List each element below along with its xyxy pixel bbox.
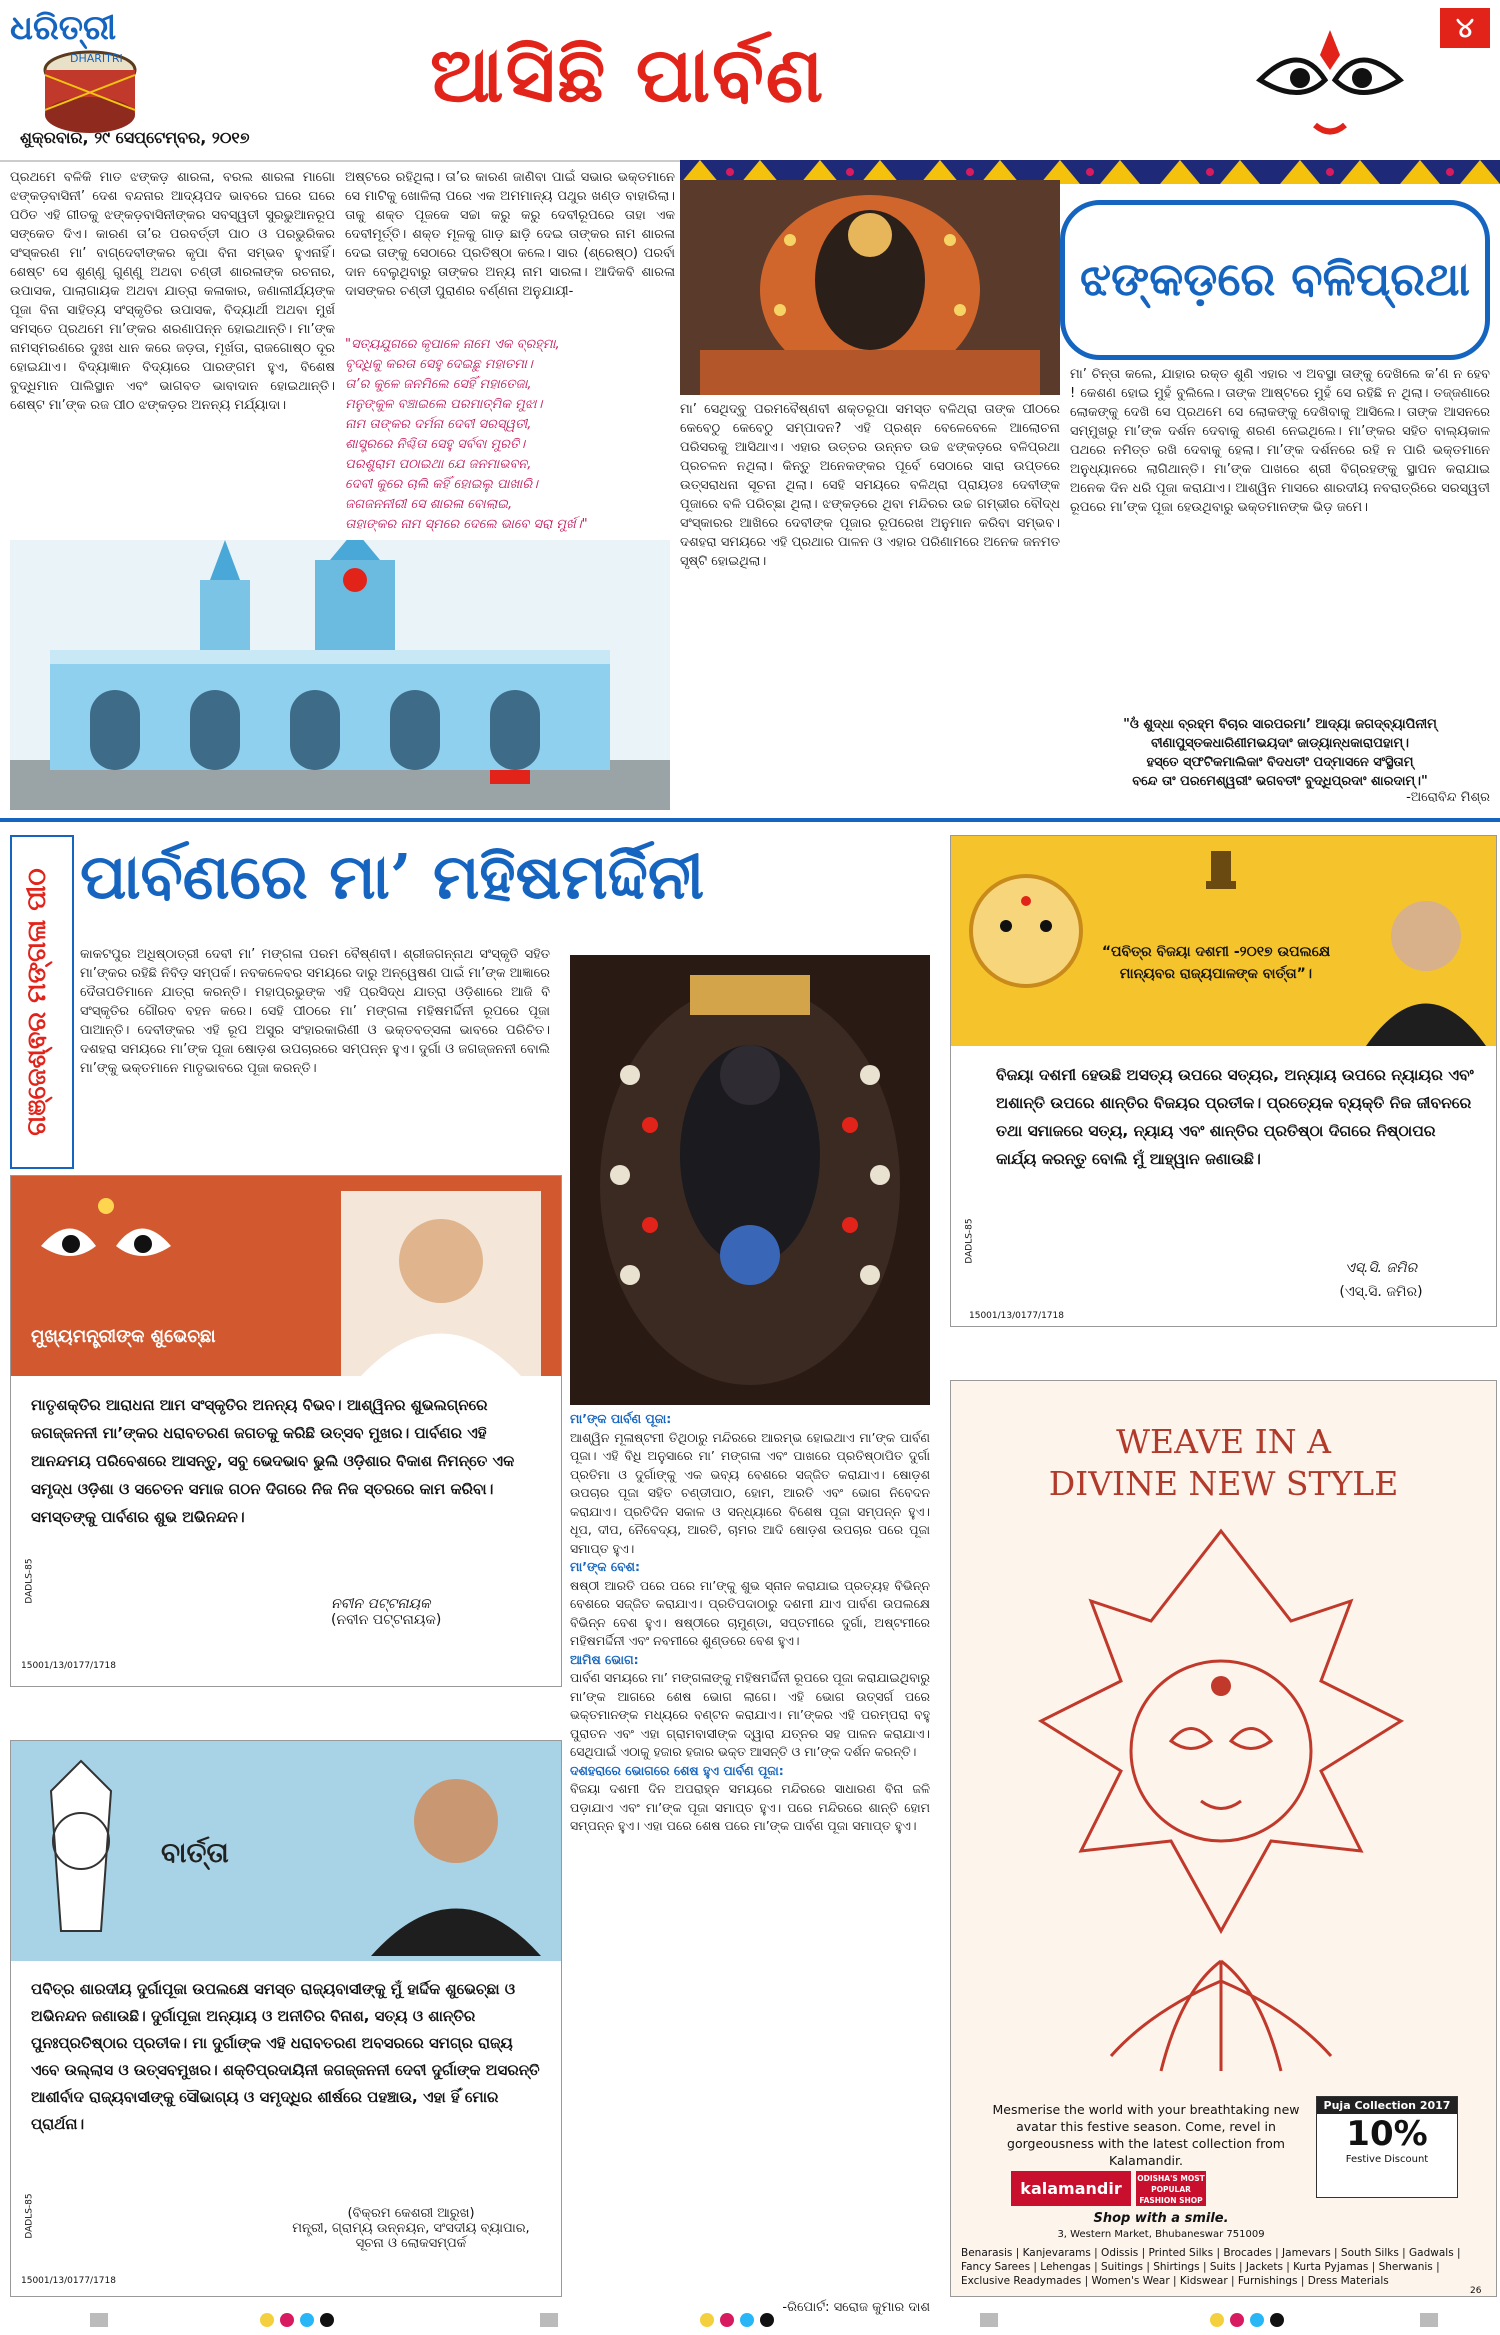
headline-box: [1060, 200, 1490, 360]
article-mantra: "ଓଁ ଶୁଦ୍ଧା ବ୍ରହ୍ମ ବିଚାର ସାରପରମା’ ଆଦ୍ୟା ଜଗଦ୍‌ବ୍ୟାପିନୀମ୍ ବୀଣାପୁସ୍ତକଧାରିଣୀମଭୟଦାଂ ଜାଡ୍ୟାନ୍ଧକାରାପହାମ୍। ହସ୍ତେ ସ୍ଫଟିକମାଲିକାଂ ବିଦଧତୀଂ ପଦ୍ମାସନେ ସଂସ୍ଥିତାମ୍ ବନ୍ଦେ ତାଂ ପରମେଶ୍ୱରୀଂ ଭଗବତୀଂ ବୁଦ୍ଧିପ୍ରଦାଂ ଶାରଦାମ୍।": [1123, 717, 1437, 789]
ad-dadls: DADLS-85: [964, 1218, 975, 1264]
dateline: ଶୁକ୍ରବାର, ୨୯ ସେପ୍ଟେମ୍ବର, ୨୦୧୭: [20, 128, 250, 147]
goddess-face-icon: [951, 836, 1101, 1046]
section-headline: ଝଙ୍କଡ଼ରେ ବଳିପ୍ରଥା: [1079, 252, 1471, 306]
ad-signature: [281, 2206, 541, 2251]
durga-line-art: [1021, 1511, 1426, 2091]
signer-title: ମନ୍ତ୍ରୀ, ଗ୍ରାମ୍ୟ ଉନ୍ନୟନ, ସଂସଦୀୟ ବ୍ୟାପାର, ସୂଚନା ଓ ଲୋକସମ୍ପର୍କ: [292, 2221, 530, 2251]
advertisement-chief-minister: [10, 1175, 562, 1687]
signature-text: ଏସ୍.ସି. ଜମିର: [1344, 1260, 1418, 1276]
offer-value: 10%: [1346, 2114, 1428, 2154]
article-column-3: ମା’ ସେଥିଦ୍ବୁ ପରମବୈଷ୍ଣବୀ ଶକ୍ତରୂପା ସମସ୍ତ ବଳିଥ୍ରା ତାଙ୍କ ପୀଠରେ କେବେଠୁ କେବେଠୁ ସମ୍ପାଦନ? ଏହି ପ୍ରଶ୍ନ ବେଳେବେଳେ ଆଲୋଚନା ପରିସରକୁ ଆସିଥାଏ। ଏହାର ଉତ୍ତର ଉନ୍ନତ ଉଚ୍ଚ ଝଙ୍କଡ଼ରେ ବଳିପ୍ରଥା ପ୍ରଚଳନ ନଥିଲା। କିନ୍ତୁ ଅନେକଙ୍କର ପୂର୍ବେ ସେଠାରେ ସାରା ଉପ୍ତରେ ଉତ୍ସରାଧନା ସୂଚନା ଥିଲା। ସେହି ସମୟରେ ବଳିଥ୍ରା ପ୍ରାୟତଃ ଦେବୀଙ୍କ ପୂଜାରେ ବଳି ପରିଚ୍ଛା ଥିଲା। ଝଙ୍କଡ଼ରେ ଥିବା ମନ୍ଦିରର ଉଚ୍ଚ ଗମ୍ଭୀର ବୌଦ୍ଧ ସଂସ୍କାରର ଆଖିରେ ଦେବୀଙ୍କ ପୂଜାର ରୂପରେଖ ଅନୁମାନ କରିବା ସମ୍ଭବ। ଦଶହରା ସମୟରେ ଏହି ପ୍ରଥାର ପାଳନ ଓ ଏହାର ପରିଣାମରେ ଅନେକ ଜନମତ ସୃଷ୍ଟି ହୋଇଥିଲା।: [680, 402, 1060, 569]
registration-dot: [760, 2313, 774, 2327]
goddess-face-icon: [1240, 10, 1420, 150]
article-column-2: ଅଷ୍ଟରେ ରହିଥିଲା। ତା’ର କାରଣ ଜାଣିବା ପାଇଁ ସଭାର ଭକ୍ତମାନେ ସେ ମାଟିକୁ ଖୋଳିଲା ପରେ ଏକ ଅମମାନ୍ୟ ପଥୁର ଖଣ୍ଡ ବାହାରିଲା। ତାକୁ ଶକ୍ତ ପୂଜକେ ସଚ୍ଚା କରୁ କରୁ ଦେବୀରୂପରେ ତାହା ଏକ ଦେବୀମୂର୍ତ୍ତି। ଶକ୍ତ ମୂଳକୁ ଗାଡ଼ ଛାଡ଼ି ଦେଇ ତାଙ୍କର ନାମ ଶାରଳା ଦେଇ ତାଙ୍କୁ ସେଠାରେ ପ୍ରତିଷ୍ଠା କଲେ। ସାର (ଶ୍ରେଷ୍ଠ) ପରର୍ବା ଦାନ ବେଲୁଥିବାରୁ ତାଙ୍କର ଅନ୍ୟ ନାମ ସାରଳା। ଆଦିକବି ଶାରଳା ଦାସଙ୍କର ଚଣ୍ଡୀ ପୁରାଣର ବର୍ଣ୍ଣନା ଅନୁଯାୟୀ-: [345, 170, 675, 299]
section-headline: ପାର୍ବଣରେ ମା’ ମହିଷମର୍ଦ୍ଦିନୀ: [80, 840, 705, 913]
article-body: କାକଟପୁର ଅଧିଷ୍ଠାତ୍ରୀ ଦେବୀ ମା’ ମଙ୍ଗଳା ପରମ ବୈଷ୍ଣବୀ। ଶ୍ରୀଜଗନ୍ନାଥ ସଂସ୍କୃତି ସହିତ ମା’ଙ୍କର ରହିଛି ନିବିଡ଼ ସମ୍ପର୍କ। ନବକଳେବର ସମୟରେ ଦାରୁ ଅନ୍ୱେଷଣ ପାଇଁ ମା’ଙ୍କ ଆଜ୍ଞାରେ ଦୈତାପତିମାନେ ଯାତ୍ରା କରନ୍ତି। ମହାପ୍ରଭୁଙ୍କ ଏହି ପ୍ରସିଦ୍ଧ ଯାତ୍ରା ଓଡ଼ିଶାରେ ଆଜି ବି ସଂସ୍କୃତିର ଗୌରବ ବହନ କରେ। ସେହି ପୀଠରେ ମା’ ମଙ୍ଗଳା ମହିଷମର୍ଦ୍ଦିନୀ ରୂପରେ ପୂଜା ପାଆନ୍ତି। ଦେବୀଙ୍କର ଏହି ରୂପ ଅସୁର ସଂହାରକାରିଣୀ ଓ ଭକ୍ତବତ୍ସଳା ଭାବରେ ପରିଚିତ। ଦଶହରା ସମୟରେ ମା’ଙ୍କ ପୂଜା ଷୋଡ଼ଶ ଉପଚାରରେ ସମ୍ପନ୍ନ ହୁଏ। ଦୁର୍ଗା ଓ ଜଗଜ୍ଜନନୀ ବୋଲି ମା’ଙ୍କୁ ଭକ୍ତମାନେ ମାତୃଭାବରେ ପୂଜା କରନ୍ତି।: [80, 947, 550, 1076]
paragraph-dussehra: ବିଜୟା ଦଶମୀ ଦିନ ଅପରାହ୍ନ ସମୟରେ ମନ୍ଦିରରେ ସାଧାରଣ ବିନା ଜଳି ପଡ଼ାଯାଏ ଏବଂ ମା’ଙ୍କ ପୂଜା ସମାପ୍ତ ହୁଏ। ପରେ ମନ୍ଦିରରେ ଶାନ୍ତି ହୋମ ସମ୍ପନ୍ନ ହୁଏ। ଏହା ପରେ ଶେଷ ପରେ ମା’ଙ୍କ ପାର୍ବଣ ପୂଜା ସମାପ୍ତ ହୁଏ।: [570, 1781, 930, 1833]
registration-dot: [1270, 2313, 1284, 2327]
masthead-subtitle: DHARITRI: [70, 52, 123, 65]
page-code: 26: [1470, 2286, 1482, 2296]
ad-body: ବିଜୟା ଦଶମୀ ହେଉଛି ଅସତ୍ୟ ଉପରେ ସତ୍ୟର, ଅନ୍ୟାୟ ଉପରେ ନ୍ୟାୟର ଏବଂ ଅଶାନ୍ତି ଉପରେ ଶାନ୍ତିର ବିଜୟର ପ୍ରତୀକ। ପ୍ରତ୍ୟେକ ବ୍ୟକ୍ତି ନିଜ ଜୀବନରେ ତଥା ସମାଜରେ ସତ୍ୟ, ନ୍ୟାୟ ଏବଂ ଶାନ୍ତିର ପ୍ରତିଷ୍ଠା ଦିଗରେ ନିଷ୍ଠାପର କାର୍ଯ୍ୟ କରନ୍ତୁ ବୋଲି ମୁଁ ଆହ୍ୱାନ ଜଣାଉଛି।: [996, 1066, 1474, 1168]
product-categories: Benarasis | Kanjevarams | Odissis | Printed Silks | Brocades | Jamevars | South Silks | Gadwals | Fancy Sarees | Lehengas | Suitings | Shirtings | Suits | Jackets | Kurta Pyjamas | Sherwanis | Exclusive Readymades | Women's Wear | Kidswear | Furnishings | Dress Materials: [961, 2247, 1461, 2287]
subhead-bhoga: ଆମିଷ ଭୋଗ:: [570, 1651, 639, 1667]
article-column-4: ମା’ ଚିନ୍ତା କଲେ, ଯାହାର ରକ୍ତ ଶୁଣି ଏହାର ଏ ଅବସ୍ଥା ତାଙ୍କୁ ଦେଖିଲେ କ’ଣ ନ ହେବ ! କେଶଣ ହୋଇ ମୁହଁ ବୁଲିଲେ। ତାଙ୍କ ଆଷ୍ଟରେ ମୁହଁ ସେ ରହିଛି ନ ଥିଲା। ତଜ୍ଜଣାରେ ଲୋକଙ୍କୁ ଦେଖି ସେ ପ୍ରଥମେ ସେ ଲୋକଙ୍କୁ ଦେଖିବାକୁ ଆସିଲେ। ତାଙ୍କ ଆସନରେ ସମ୍ମୁଖରୁ ମା’ଙ୍କ ଦର୍ଶନ ଦେବାକୁ ଶରଣ ନେଇଥିଲେ। ମା’ଙ୍କର ସହିତ ବାଲ୍ୟକାଳ ପଥରେ ନମିତ୍ତ ରଖି ଦେବାକୁ ହେଲା। ମା’ଙ୍କ ଦର୍ଶନରେ ରହି ନ ପାରି ଭକ୍ତମାନେ ଅନୁଧ୍ୟାନରେ ଲାଗିଥାନ୍ତି। ମା’ଙ୍କ ପାଖରେ ଶ୍ରୀ ବିଗ୍ରହଙ୍କୁ ସ୍ଥାପନ କରାଯାଇ ଅନେକ ଦିନ ଧରି ପୂଜା କରାଯାଏ। ଆଶ୍ୱିନ ମାସରେ ଶାରଦୀୟ ନବରାତ୍ରିରେ ସରସ୍ୱତୀ ରୂପରେ ମା’ଙ୍କ ପୂଜା ହେଉଥିବାରୁ ଭକ୍ତମାନଙ୍କ ଭିଡ଼ ଜମେ।: [1070, 367, 1490, 515]
registration-square: [1420, 2313, 1438, 2327]
ad-label: ବାର୍ତ୍ତା: [161, 1836, 229, 1869]
registration-dot: [1250, 2313, 1264, 2327]
article-body-2: [570, 1410, 930, 2300]
deity-photo: [680, 180, 1060, 395]
offer-title: Puja Collection 2017: [1317, 2097, 1457, 2114]
ad-banner: [951, 836, 1496, 1046]
chief-minister-portrait: [341, 1191, 541, 1376]
durga-eyes-icon: [31, 1186, 181, 1316]
temple-photo: [10, 540, 670, 810]
ad-signature: [1281, 1256, 1481, 1304]
page-title: ଆସିଛି ପାର୍ବଣ: [430, 30, 826, 119]
registration-dot: [1230, 2313, 1244, 2327]
shop-line: Shop with a smile.: [1093, 2211, 1229, 2226]
subhead-dussehra: ଦଶହରାରେ ଭୋଗରେ ଶେଷ ହୁଏ ପାର୍ବଣ ପୂଜା:: [570, 1762, 784, 1778]
shop-address: 3, Western Market, Bhubaneswar 751009: [1057, 2229, 1265, 2240]
offer-label: Festive Discount: [1345, 2154, 1429, 2165]
article-column-1: ପ୍ରଥମେ ବଳିକି ମାତ ଝଙ୍କଡ଼ ଶାରଳା, ବରଲ ଶାରଳା ମାଗୋ ଝଙ୍କଡ଼ବାସିନୀ’ ଦେଶ ବନ୍ଦନାର ଆଦ୍ୟପଦ ଭାବରେ ଘରେ ଘରେ ପଠିତ ଏହି ଗୀତକୁ ଝଙ୍କଡ଼ବାସିନୀଙ୍କର ସବସ୍ୱତୀ ସୁରଭୁଆନରୂପ ସଙ୍କେତ ଦିଏ। କାରଣ ତା’ର ପରବର୍ତ୍ତୀ ପାଠ ଓ ପରଭୁରିକର ସଂସ୍କରଣ ମା’ ବାଗ୍‌ଦେବୀଙ୍କର କୃପା ବିନା ସମ୍ଭବ ହୁଏନାହିଁ। ଶେଷ୍ଟ ସେ ଶୁଣ୍ଣୁ ଗୁଣ୍ଣୁ ଅଥବା ଚଣ୍ଡୀ ଶାରଳାଙ୍କ ରଚନାର, ଉପାସକ, ପାଲାଗାୟକ ଅଥବା ଯାତ୍ରା କଳାକାର, ଜଣାଲୀର୍ଯ୍ୟଙ୍କ ପୂଜା ବିନା ସାହିତ୍ୟ ସଂସ୍କୃତିର ଉପାସକ, ବିଦ୍ୟାର୍ଥୀ ଅଥବା ମୁର୍ଖ ସମସ୍ତେ ପ୍ରଥମେ ମା’ଙ୍କର ଶରଣାପନ୍ନ ହୋଇଥାନ୍ତି। ମା’ଙ୍କ ନାମସ୍ମରଣରେ ଦୁଃଖ ଧାନ କରେ ଜଡ଼ତା, ମୂର୍ଖତା, ରାଜଗୋଷ୍ଠ ଦୂର ହୋଇଯାଏ। ବିଦ୍ୟାଜ୍ଞାନ ବିଦ୍ୟାରେ ପାରଙ୍ଗମ ହୁଏ, ବିଶେଷ ବୁଦ୍ଧିମାନ ପାଲିସ୍ଥାନ ଏବଂ ଭାଗବତ ଭାବାଦାନ ହୋଇଥାନ୍ତି। ଶେଷ୍ଟ ମା’ଙ୍କ ରଜ ପୀଠ ଝଙ୍କଡ଼ର ଅନନ୍ୟ ମର୍ଯ୍ୟାଦା।: [10, 170, 335, 413]
ad-banner: [11, 1176, 561, 1376]
page-number: ୪: [1440, 8, 1490, 48]
signer-name: (ଏସ୍.ସି. ଜମିର): [1339, 1284, 1423, 1300]
registration-dot: [280, 2313, 294, 2327]
ad-quote: “ପବିତ୍ର ବିଜୟା ଦଶମୀ -୨୦୧୭ ଉପଲକ୍ଷେ ମାନ୍ୟବର ରାଜ୍ୟପାଳଙ୍କ ବାର୍ତ୍ତା”।: [1101, 944, 1331, 982]
durga-face-icon: [21, 1751, 141, 1951]
section-divider: [0, 818, 1500, 822]
advertisement-governor: [950, 835, 1497, 1327]
minister-portrait: [361, 1751, 551, 1956]
article-byline: -ଅରୋବିନ୍ଦ ମିଶ୍ର: [1406, 790, 1490, 805]
masthead-logo: ଧରିତ୍ରୀ: [10, 8, 117, 48]
subhead-besha: ମା’ଙ୍କ ବେଶ:: [570, 1559, 640, 1574]
registration-dot: [320, 2313, 334, 2327]
registration-dot: [1210, 2313, 1224, 2327]
vertical-label-box: [10, 835, 74, 1169]
registration-dot: [260, 2313, 274, 2327]
article-byline: -ରିପୋର୍ଟ: ସରୋଜ କୁମାର ଦାଶ: [782, 2300, 930, 2315]
registration-square: [90, 2313, 108, 2327]
ad-code: 15001/13/0177/1718: [969, 1311, 1064, 1321]
ad-banner: [11, 1741, 561, 1961]
article-poem: "ସତ୍ୟଯୁଗରେ କୃପାଳେ ନାମେ ଏକ ବ୍ରହ୍ମା, ବୃଦ୍ଧିକୁ କରତା ସେହୁ ଦେଇଛୁ ମହାତମା। ତା’ର କୁଳେ ଜନମିଲେ ସେହିଁ ମହାତେଜା, ମନୁଙ୍କୁଳ ବଞ୍ଚାଇଲେ ପରମାତ୍ମିକ ମୁଝା। ନାମ ତାଙ୍କର ଦର୍ମନା ଦେବୀ ସରସ୍ୱତୀ, ଶାସ୍ତ୍ରରେ ନିଶ୍ଚିତା ସେହୁ ସର୍ବବା ମୁରତି। ପରଶୁରାମ ପଠାଇଥା ଯେ ଜନମାଭବନ, ଦେବୀ କୁରେ ଚାଲି କହିଁ ହୋଇଲୁ ପାଖାରି। ଜଗଜନନୀରୀ ସେ ଶାରଳା ବୋଲାଇ, ତାହାଙ୍କର ନାମ ସ୍ମରେ ଦେଲେ ଭାବେ ସରା ମୁର୍ଖ।": [345, 337, 588, 532]
ad-tagline: Mesmerise the world with your breathtaking new avatar this festive season. Come, revel in gorgeousness with the latest collection from Kalamandir.: [992, 2102, 1300, 2168]
vertical-label: ଗଞ୍ଜେଶ୍ଵର ମଙ୍ଗଳା ପୀଠ: [22, 868, 52, 1136]
signature-text: ନବୀନ ପଟ୍ଟନାୟକ: [331, 1596, 431, 1612]
ad-code: 15001/13/0177/1718: [21, 1661, 116, 1671]
logo-tagline: ODISHA'S MOST POPULAR FASHION SHOP: [1136, 2171, 1206, 2206]
emblem-icon: [1201, 846, 1241, 896]
paragraph-besha: ଷଷ୍ଠୀ ଆରତି ପରେ ପରେ ମା’ଙ୍କୁ ଶୁଭ ସ୍ନାନ କରାଯାଇ ପ୍ରତ୍ୟହ ବିଭିନ୍ନ ବେଶରେ ସଜ୍ଜିତ କରାଯାଏ। ପ୍ରତିପଦାଠାରୁ ଦଶମୀ ଯାଏ ପାର୍ବଣ ଉପଲକ୍ଷେ ବିଭିନ୍ନ ବେଶ ହୁଏ। ଷଷ୍ଠୀରେ ଚାମୁଣ୍ଡା, ସପ୍ତମୀରେ ଦୁର୍ଗା, ଅଷ୍ଟମୀରେ ମହିଷମର୍ଦ୍ଦିନୀ ଏବଂ ନବମୀରେ ଶୁଣ୍ଡରେ ବେଶ ହୁଏ।: [570, 1577, 930, 1648]
ad-dadls: DADLS-85: [24, 2193, 35, 2239]
subhead-puja: ମା’ଙ୍କ ପାର୍ବଣ ପୂଜା:: [570, 1411, 672, 1426]
paragraph-puja: ଆଶ୍ୱିନ ମୂଳାଷ୍ଟମୀ ତିଥିଠାରୁ ମନ୍ଦିରରେ ଆରମ୍ଭ ହୋଇଥାଏ ମା’ଙ୍କ ପାର୍ବଣ ପୂଜା। ଏହି ବିଧି ଅନୁସାରେ ମା’ ମଙ୍ଗଳା ଏବଂ ପାଖରେ ପ୍ରତିଷ୍ଠାପିତ ଦୁର୍ଗା ପ୍ରତିମା ଓ ଦୁର୍ଗାଙ୍କୁ ଏକ ଭବ୍ୟ ବେଶରେ ସଜ୍ଜିତ କରାଯାଏ। ଷୋଡ଼ଶ ଉପଚାର ପୂଜା ସହିତ ଚଣ୍ଡୀପାଠ, ହୋମ, ଆରତି ଏବଂ ଭୋଗ ନିବେଦନ କରାଯାଏ। ପ୍ରତିଦିନ ସକାଳ ଓ ସନ୍ଧ୍ୟାରେ ବିଶେଷ ପୂଜା ସମ୍ପନ୍ନ ହୁଏ। ଧୂପ, ଦୀପ, ନୈବେଦ୍ୟ, ଆରତି, ଚାମର ଆଦି ଷୋଡ଼ଶ ଉପଚାର ପରେ ପୂଜା ସମାପ୍ତ ହୁଏ।: [570, 1429, 930, 1556]
ad-body: ପବିତ୍ର ଶାରଦୀୟ ଦୁର୍ଗାପୂଜା ଉପଲକ୍ଷେ ସମସ୍ତ ରାଜ୍ୟବାସୀଙ୍କୁ ମୁଁ ହାର୍ଦ୍ଦିକ ଶୁଭେଚ୍ଛା ଓ ଅଭିନନ୍ଦନ ଜଣାଉଛି। ଦୁର୍ଗାପୂଜା ଅନ୍ୟାୟ ଓ ଅନୀତିର ବିନାଶ, ସତ୍ୟ ଓ ଶାନ୍ତିର ପୁନଃପ୍ରତିଷ୍ଠାର ପ୍ରତୀକ। ମା ଦୁର୍ଗାଙ୍କ ଏହି ଧରାବତରଣ ଅବସରରେ ସମଗ୍ର ରାଜ୍ୟ ଏବେ ଉଲ୍ଲାସ ଓ ଉତ୍ସବମୁଖର। ଶକ୍ତିପ୍ରଦାୟିନୀ ଜଗଜ୍ଜନନୀ ଦେବୀ ଦୁର୍ଗାଙ୍କ ଅସରନ୍ତି ଆଶୀର୍ବାଦ ରାଜ୍ୟବାସୀଙ୍କୁ ସୌଭାଗ୍ୟ ଓ ସମୃଦ୍ଧିର ଶୀର୍ଷରେ ପହଞ୍ଚାଉ, ଏହା ହିଁ ମୋର ପ୍ରାର୍ଥନା।: [31, 1980, 540, 2133]
ad-body: ମାତୃଶକ୍ତିର ଆରାଧନା ଆମ ସଂସ୍କୃତିର ଅନନ୍ୟ ବିଭବ। ଆଶ୍ୱିନର ଶୁଭଲଗ୍ନରେ ଜଗଜ୍ଜନନୀ ମା’ଙ୍କର ଧରାବତରଣ ଜଗତକୁ କରିଛି ଉତ୍ସବ ମୁଖର। ପାର୍ବଣର ଏହି ଆନନ୍ଦମୟ ପରିବେଶରେ ଆସନ୍ତୁ, ସବୁ ଭେଦଭାବ ଭୁଲି ଓଡ଼ିଶାର ବିକାଶ ନିମନ୍ତେ ଏକ ସମୃଦ୍ଧ ଓଡ଼ିଶା ଓ ସଚେତନ ସମାଜ ଗଠନ ଦିଗରେ ନିଜ ନିଜ ସ୍ତରରେ କାମ କରିବା। ସମସ୍ତଙ୍କୁ ପାର୍ବଣର ଶୁଭ ଅଭିନନ୍ଦନ।: [31, 1396, 515, 1526]
ad-label: ମୁଖ୍ୟମନ୍ତ୍ରୀଙ୍କ ଶୁଭେଚ୍ଛା: [31, 1326, 216, 1347]
advertisement-kalamandir: [950, 1380, 1497, 2297]
registration-square: [540, 2313, 558, 2327]
kalamandir-logo: kalamandir: [1011, 2171, 1131, 2206]
ad-signature: [331, 1596, 441, 1628]
registration-dot: [700, 2313, 714, 2327]
ad-dadls: DADLS-85: [24, 1558, 35, 1604]
deity-mahishamardini-photo: [570, 955, 930, 1405]
page-header: [0, 0, 1500, 162]
offer-box: [1316, 2096, 1458, 2198]
ad-title: WEAVE IN A DIVINE NEW STYLE: [1048, 1422, 1399, 1503]
ad-code: 15001/13/0177/1718: [21, 2276, 116, 2286]
governor-portrait: [1361, 876, 1491, 1046]
registration-dot: [740, 2313, 754, 2327]
paragraph-bhoga: ପାର୍ବଣ ସମୟରେ ମା’ ମଙ୍ଗଳାଙ୍କୁ ମହିଷମର୍ଦ୍ଦିନୀ ରୂପରେ ପୂଜା କରାଯାଇଥିବାରୁ ମା’ଙ୍କ ଆଗରେ ଶେଷ ଭୋଗ ଲାଗେ। ଏହି ଭୋଗ ଉତ୍ସର୍ଗ ପରେ ଭକ୍ତମାନଙ୍କ ମଧ୍ୟରେ ବଣ୍ଟନ କରାଯାଏ। ମା’ଙ୍କର ଏହି ପରମ୍ପରା ବହୁ ପୁରାତନ ଏବଂ ଏହା ଗ୍ରାମବାସୀଙ୍କ ଦ୍ୱାରା ଯତ୍ନର ସହ ପାଳନ କରାଯାଏ। ସେଥିପାଇଁ ଏଠାକୁ ହଜାର ହଜାର ଭକ୍ତ ଆସନ୍ତି ଓ ମା’ଙ୍କ ଦର୍ଶନ କରନ୍ତି।: [570, 1670, 930, 1759]
print-registration-bar: [0, 2305, 1500, 2335]
advertisement-minister: [10, 1740, 562, 2297]
registration-dot: [720, 2313, 734, 2327]
signer-name: (ବିକ୍ରମ କେଶରୀ ଆରୁଖ): [347, 2206, 475, 2221]
signer-name: (ନବୀନ ପଟ୍ଟନାୟକ): [331, 1612, 442, 1628]
registration-square: [980, 2313, 998, 2327]
registration-dot: [300, 2313, 314, 2327]
